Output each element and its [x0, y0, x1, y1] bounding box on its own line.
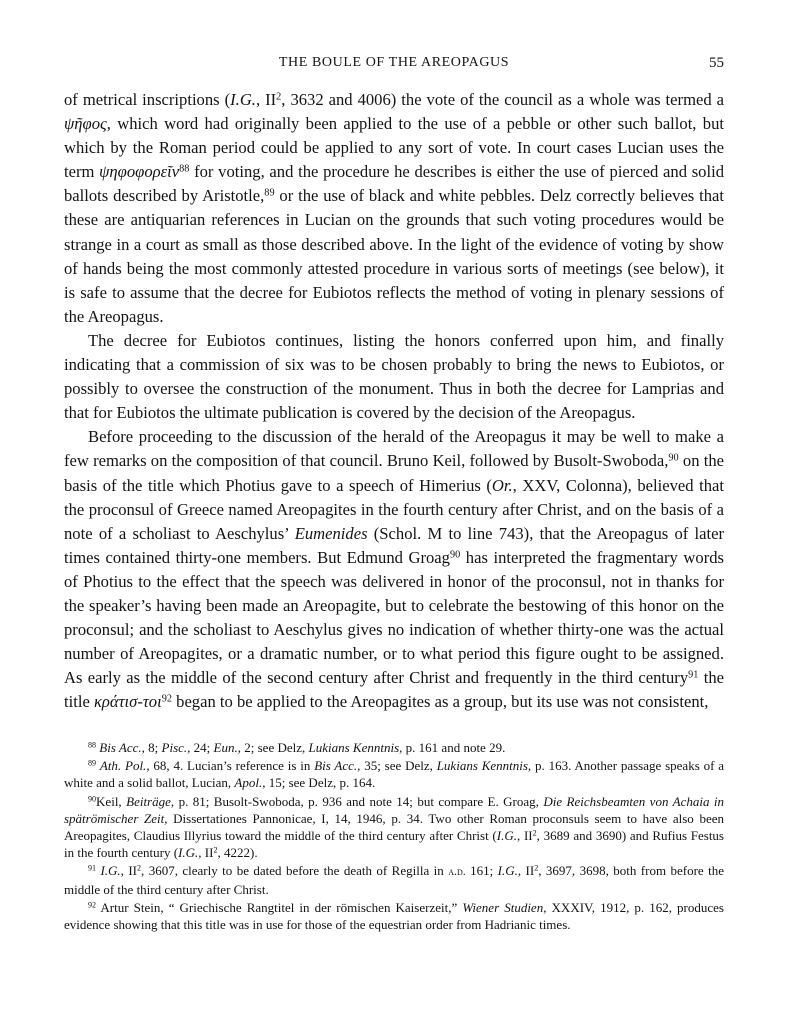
footnote-ref: 90 — [668, 452, 679, 464]
footnote-91: $^{91}$ I.G., $II^2$, 3607, clearly to be dated before the death of Regilla in a.d. 161; I.G., $II^2$, 3697, 3698, both from before the middle of the third century after Christ. — [64, 863, 724, 897]
footnotes — [64, 739, 724, 933]
paragraph-3: Before proceeding to the discussion of the herald of the Areopagus it may be well to make a few remarks on the composition of that council. Bruno Keil, followed by Busolt-Swoboda,$^{90}$ on the basis of the title which Photius gave to a speech of Himerius (Or., XXV, Colonna), believed that the proconsul of Greece named Areopagites in the fourth century after Christ, and on the basis of a note of a scholiast to Aeschylus’ Eumenides (Schol. M to line 743), that the Areopagus of later times contained thirty-one members. But Edmund Groag$^{90}$ has interpreted the fragmentary words of Photius to the effect that the speech was delivered in honor of the proconsul, not in thanks for the speaker’s having been made an Areopagite, but to celebrate the bestowing of this honor on the proconsul; and the scholiast to Aeschylus gives no indication of whether thirty-one was the actual number of Areopagites, or a dramatic number, or to what period this figure ought to be assigned. As early as the middle of the second century after Christ and frequently in the third century$^{91}$ the title κράτισ-τοι$^{92}$ began to be applied to the Areopagites as a group, but its use was not consistent, — [64, 427, 725, 712]
greek-term: ψῆφος — [64, 114, 107, 134]
page-header — [64, 55, 724, 77]
paragraph-1: of metrical inscriptions (I.G., $II^2$, 3632 and 4006) the vote of the council as a whole was termed a ψῆφος, which word had originally been applied to the use of a pebble or other such ballot, but which by the Roman period could be applied to any sort of vote. In court cases Lucian uses the term ψηφοφορεῖν$^{88}$ for voting, and the procedure he describes is either the use of pierced and solid ballots described by Aristotle,$^{89}$ or the use of black and white pebbles. Delz correctly believes that these are antiquarian references in Lucian on the grounds that such voting procedures would be strange in a court as small as those described above. In the light of the evidence of voting by show of hands being the most commonly attested procedure in various sorts of meetings (see below), it is safe to assume that the decree for Eubiotos reflects the method of voting in plenary sessions of the Areopagus. — [64, 90, 725, 326]
footnote-89: $^{89}$ Ath. Pol., 68, 4. Lucian’s reference is in Bis Acc., 35; see Delz, Lukians Kenntnis, p. 163. Another passage speaks of a white and a solid ballot, Lucian, Apol., 15; see Delz, p. 164. — [64, 758, 724, 791]
footnote-ref: 90 — [449, 549, 461, 561]
footnote-ref: 91 — [688, 669, 699, 681]
paragraph-2: The decree for Eubiotos continues, listing the honors conferred upon him, and finally indicating that a commission of six was to be chosen probably to bring the news to Eubiotos, or possibly to oversee the construction of the monument. Thus in both the decree for Lamprias and that for Eubiotos the ultimate publication is covered by the decision of the Areopagus. — [64, 330, 724, 423]
body-text — [64, 88, 724, 714]
footnote-ref: 92 — [161, 693, 172, 705]
footnote-ref: 88 — [179, 163, 190, 175]
footnote-92: $^{92}$ Artur Stein, “ Griechische Rangtitel in der römischen Kaiserzeit,” Wiener Studien, XXXIV, 1912, p. 162, produces evidence showing that this title was in use for those of the equestrian order from Hadrianic times. — [64, 899, 724, 933]
footnote-ref: 89 — [264, 187, 275, 199]
footnote-90: $^{90}$Keil, Beiträge, p. 81; Busolt-Swoboda, p. 936 and note 14; but compare E. Groag, Die Reichsbeamten von Achaia in spätrömischer Zeit, Dissertationes Pannonicae, I, 14, 1946, p. 34. Two other Roman proconsuls seem to have also been Areopagites, Claudius Illyrius toward the middle of the third century after Christ (I.G., $II^2$, 3689 and 3690) and Rufius Festus in the fourth century (I.G., $II^2$, 4222). — [64, 793, 725, 861]
greek-term: κράτισ-τοι — [93, 692, 162, 712]
footnote-88: $^{88}$ Bis Acc., 8; Pisc., 24; Eun., 2; see Delz, Lukians Kenntnis, p. 161 and note 29. — [88, 740, 506, 755]
page-number: 55 — [709, 55, 724, 71]
greek-term: ψηφοφορεῖν — [99, 162, 180, 182]
running-title: THE BOULE OF THE AREOPAGUS — [278, 55, 510, 70]
